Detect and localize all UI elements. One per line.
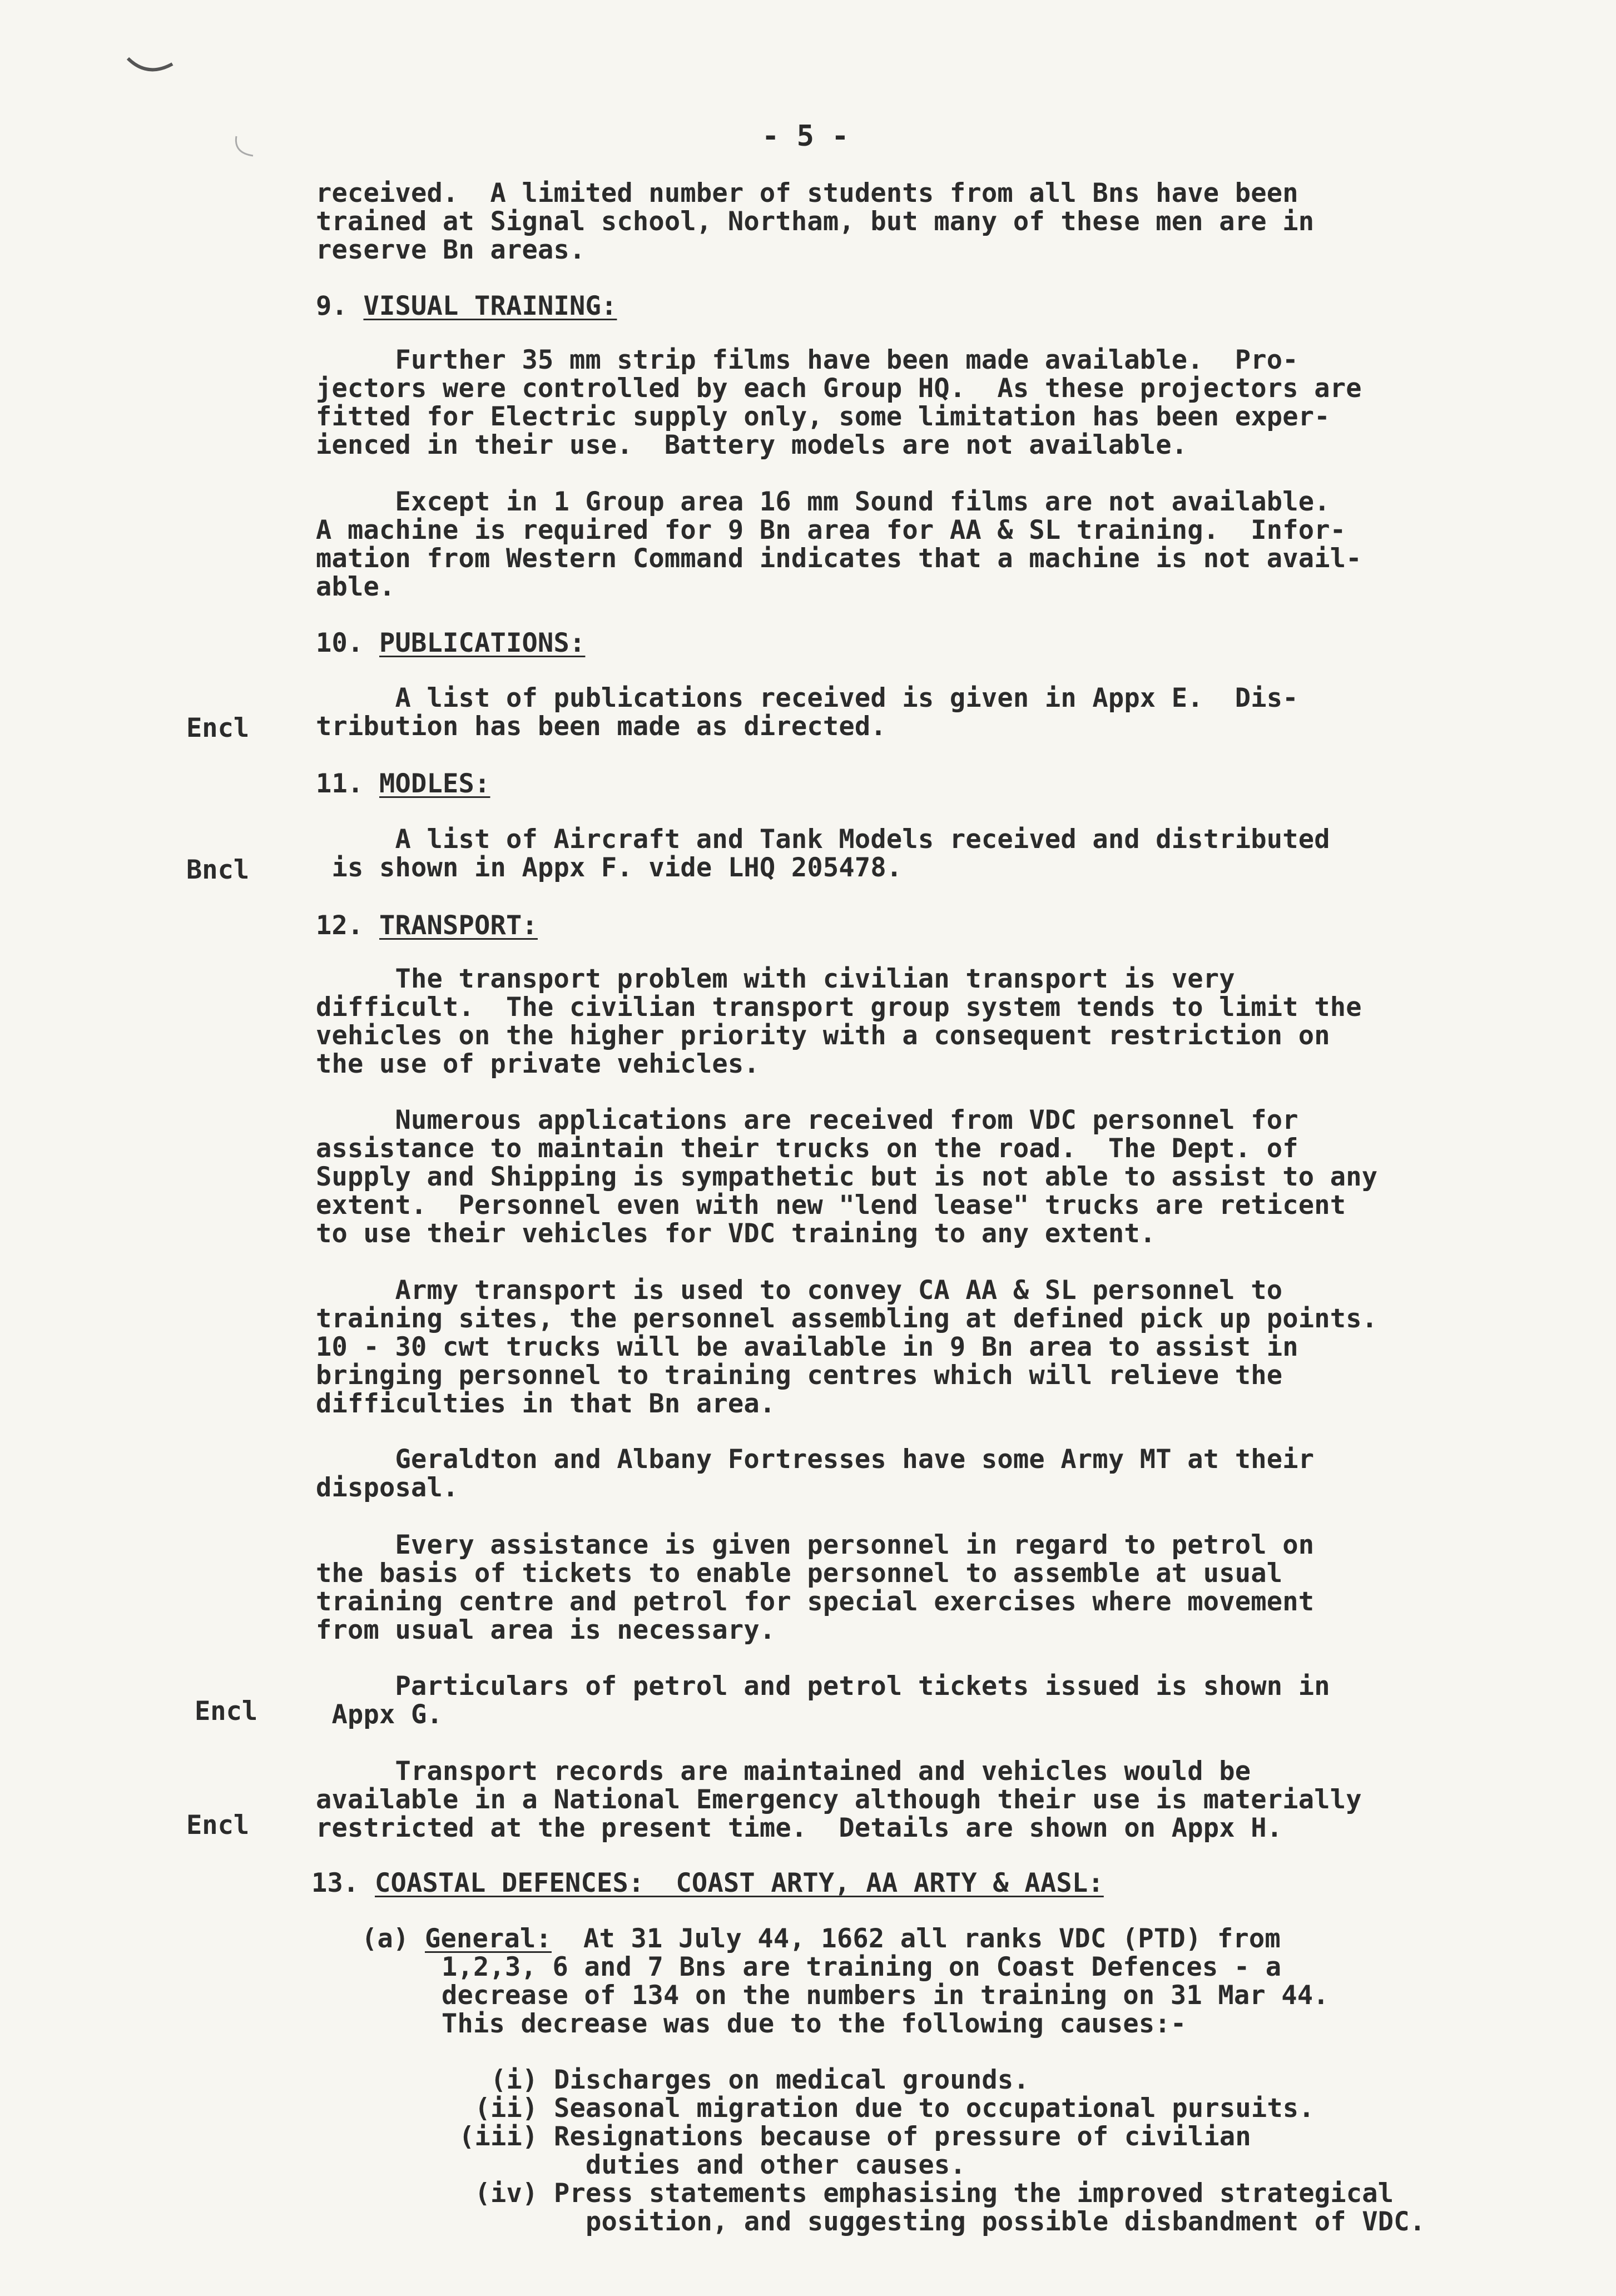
section-number: 12. — [316, 910, 379, 941]
section-number: 9. — [316, 291, 364, 321]
paragraph-petrol-tickets-line: Particulars of petrol and petrol tickets issued is shown in — [316, 1671, 1330, 1702]
section-title: VISUAL TRAINING: — [363, 291, 617, 321]
paragraph-transport-records-line: Transport records are maintained and vehicles would be — [316, 1756, 1251, 1787]
page-number: - 5 - — [762, 120, 849, 153]
paragraph-army-transport-line: 10 - 30 cwt trucks will be available in 9 Bn area to assist in — [316, 1332, 1298, 1362]
section-number: 10. — [316, 628, 379, 658]
paragraph-petrol-tickets-line: Appx G. — [316, 1699, 443, 1730]
heading-coastal-defences — [311, 1869, 1104, 1897]
paragraph-sound-films-line: A machine is required for 9 Bn area for AA & SL training. Infor- — [316, 515, 1346, 546]
heading-visual-training — [316, 292, 617, 320]
paragraph-general-line: 1,2,3, 6 and 7 Bns are training on Coast Defences - a — [442, 1952, 1282, 1982]
paragraph-civilian-transport-line: vehicles on the higher priority with a consequent restriction on — [316, 1020, 1330, 1051]
paragraph-strip-films-line: fitted for Electric supply only, some limitation has been exper- — [316, 401, 1330, 432]
paragraph-strip-films-line: ienced in their use. Battery models are not available. — [316, 430, 1188, 460]
paragraph-army-transport-line: training sites, the personnel assembling at defined pick up points. — [316, 1303, 1378, 1334]
paragraph-sound-films-line: able. — [316, 572, 395, 602]
section-title: COASTAL DEFENCES: COAST ARTY, AA ARTY & AASL: — [375, 1868, 1104, 1898]
list-decrease-causes-line: (i) Discharges on medical grounds. — [459, 2065, 1029, 2095]
heading-transport — [316, 911, 538, 940]
paragraph-fortresses-line: Geraldton and Albany Fortresses have some Army MT at their — [316, 1444, 1315, 1475]
subsection-heading: General: — [425, 1923, 552, 1954]
paragraph-vdc-applications-line: Numerous applications are received from VDC personnel for — [316, 1105, 1298, 1135]
section-number: 13. — [311, 1868, 375, 1898]
paragraph-sound-films-line: mation from Western Command indicates that a machine is not avail- — [316, 543, 1362, 574]
paragraph-vdc-applications-line: Supply and Shipping is sympathetic but is not able to assist to any — [316, 1162, 1378, 1192]
paragraph-transport-records-line: restricted at the present time. Details are shown on Appx H. — [316, 1813, 1283, 1843]
paragraph-models-line: is shown in Appx F. vide LHQ 205478. — [316, 852, 903, 883]
paragraph-petrol-line: the basis of tickets to enable personnel to assemble at usual — [316, 1558, 1283, 1589]
paragraph-civilian-transport-line: The transport problem with civilian transport is very — [316, 964, 1235, 994]
paragraph-petrol-line: from usual area is necessary. — [316, 1615, 776, 1645]
paragraph-general-line: decrease of 134 on the numbers in training on 31 Mar 44. — [442, 1980, 1329, 2011]
paragraph-petrol-line: Every assistance is given personnel in regard to petrol on — [316, 1530, 1315, 1560]
section-number: 11. — [316, 768, 379, 799]
section-title: PUBLICATIONS: — [379, 628, 586, 658]
encl-note-publications: Encl — [186, 713, 250, 743]
paragraph-vdc-applications-line: assistance to maintain their trucks on the road. The Dept. of — [316, 1133, 1298, 1164]
paragraph-sound-films-line: Except in 1 Group area 16 mm Sound films are not available. — [316, 487, 1330, 517]
paragraph-fortresses-line: disposal. — [316, 1472, 459, 1503]
paragraph-civilian-transport-line: the use of private vehicles. — [316, 1049, 760, 1079]
scan-mark-small — [231, 131, 270, 164]
heading-publications — [316, 629, 585, 657]
paragraph-training-students-line: received. A limited number of students from all Bns have been — [316, 178, 1298, 209]
paragraph-vdc-applications-line: extent. Personnel even with new "lend lease" trucks are reticent — [316, 1190, 1346, 1221]
list-decrease-causes-line: duties and other causes. — [459, 2150, 966, 2180]
paragraph-civilian-transport-line: difficult. The civilian transport group system tends to limit the — [316, 992, 1362, 1023]
encl-note-transport-records: Encl — [186, 1810, 250, 1841]
paragraph-army-transport-line: Army transport is used to convey CA AA & SL personnel to — [316, 1275, 1283, 1306]
paragraph-vdc-applications-line: to use their vehicles for VDC training to any extent. — [316, 1218, 1156, 1249]
paragraph-publications-line: tribution has been made as directed. — [316, 711, 886, 742]
scan-mark-corner — [125, 53, 175, 86]
list-decrease-causes-line: position, and suggesting possible disbandment of VDC. — [459, 2206, 1426, 2237]
paragraph-strip-films-line: jectors were controlled by each Group HQ. As these projectors are — [316, 373, 1362, 404]
paragraph-strip-films-line: Further 35 mm strip films have been made available. Pro- — [316, 345, 1298, 375]
section-title: TRANSPORT: — [379, 910, 538, 941]
list-decrease-causes-line: (iv) Press statements emphasising the improved strategical — [459, 2178, 1394, 2209]
section-title: MODLES: — [379, 768, 490, 799]
paragraph-army-transport-line: difficulties in that Bn area. — [316, 1388, 776, 1419]
paragraph-transport-records-line: available in a National Emergency although their use is materially — [316, 1784, 1362, 1815]
encl-note-models: Bncl — [186, 855, 250, 885]
paragraph-army-transport-line: bringing personnel to training centres which will relieve the — [316, 1360, 1283, 1391]
paragraph-training-students-line: reserve Bn areas. — [316, 235, 586, 265]
paragraph-publications-line: A list of publications received is given in Appx E. Dis- — [316, 683, 1298, 713]
paragraph-models-line: A list of Aircraft and Tank Models received and distributed — [316, 824, 1330, 855]
encl-note-petrol: Encl — [195, 1696, 258, 1727]
list-decrease-causes-line: (iii) Resignations because of pressure of civilian — [459, 2121, 1251, 2152]
paragraph-petrol-line: training centre and petrol for special exercises where movement — [316, 1586, 1315, 1617]
list-decrease-causes-line: (ii) Seasonal migration due to occupational pursuits. — [459, 2093, 1315, 2124]
subsection-first-line: At 31 July 44, 1662 all ranks VDC (PTD) from — [551, 1923, 1281, 1954]
heading-models — [316, 770, 490, 798]
subsection-general — [361, 1925, 1281, 1953]
subsection-label: (a) — [361, 1923, 425, 1954]
paragraph-general-line: This decrease was due to the following causes:- — [442, 2009, 1187, 2039]
paragraph-training-students-line: trained at Signal school, Northam, but many of these men are in — [316, 206, 1315, 237]
